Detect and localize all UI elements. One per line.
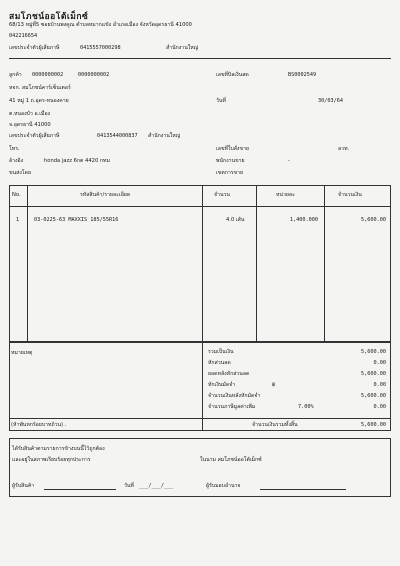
amount-in-words: (ห้าพันหกร้อยบาทถ้วน) . bbox=[11, 422, 67, 428]
company-tax-label: เลขประจำตัวผู้เสียภาษี bbox=[9, 45, 60, 51]
col-divider-1 bbox=[27, 185, 28, 342]
authorized-signature-line bbox=[260, 489, 346, 490]
customer-name: หจก. สมโภชน์คาร์เซ็นเตอร์ bbox=[9, 85, 71, 91]
row-amount: 5,600.00 bbox=[361, 217, 386, 223]
items-header-divider bbox=[9, 206, 391, 207]
summary-grand-total-value: 5,600.00 bbox=[361, 422, 386, 428]
salesperson-value: - bbox=[288, 158, 290, 164]
company-name: สมโภชน์ออโต้เม็กซ์ bbox=[9, 12, 89, 22]
summary-bottom-rule bbox=[9, 418, 391, 419]
receive-date-blank: ___/___/___ bbox=[139, 483, 174, 489]
order-no-label: เลขที่ใบสั่งขาย bbox=[216, 146, 249, 152]
receiver-signature-line bbox=[44, 489, 116, 490]
customer-addr2: ต.หนองบัว อ.เมือง bbox=[9, 111, 51, 117]
summary-vat-value: 0.00 bbox=[373, 404, 386, 410]
summary-total-label: รวมเป็นเงิน bbox=[208, 349, 234, 355]
receive-date-label: วันที่ bbox=[124, 483, 134, 489]
summary-after-discount-value: 5,600.00 bbox=[361, 371, 386, 377]
on-behalf-of: ในนาม สมโภชน์ออโต้เม็กซ์ bbox=[200, 457, 262, 463]
salesperson-label: พนักงานขาย bbox=[216, 158, 245, 164]
customer-code2: 0000000002 bbox=[78, 72, 110, 78]
summary-discount-value: 0.00 bbox=[373, 360, 386, 366]
company-address: 68/13 หมู่ที่5 ซอยบ้านพงคูณ ตำบลหมากแข้ง อำเภอเมือง จังหวัดอุดรธานี 41000 bbox=[9, 22, 192, 28]
company-phone: 042216654 bbox=[9, 33, 38, 39]
customer-branch: สำนักงานใหญ่ bbox=[148, 133, 181, 139]
header-divider bbox=[9, 58, 391, 59]
receiver-label: ผู้รับสินค้า bbox=[12, 483, 35, 489]
items-table bbox=[9, 185, 391, 342]
summary-deposit-symbol: ฿ bbox=[272, 382, 276, 388]
authorized-label: ผู้รับมอบอำนาจ bbox=[206, 483, 241, 489]
customer-code: 0000000002 bbox=[32, 72, 64, 78]
summary-discount-label: หักส่วนลด bbox=[208, 360, 231, 366]
header-no: No. bbox=[12, 192, 21, 198]
header-amount: จำนวนเงิน bbox=[338, 192, 362, 198]
doc-date-label: วันที่ bbox=[216, 98, 226, 104]
col-divider-3 bbox=[256, 185, 257, 342]
summary-after-discount-label: ยอดหลังหักส่วนลด bbox=[208, 371, 250, 377]
customer-label: ลูกค้า bbox=[9, 72, 22, 78]
row-quantity: 4.0 เส้น bbox=[226, 217, 245, 223]
sales-area-label: เขตการขาย bbox=[216, 170, 244, 176]
customer-addr3: จ.อุดรธานี 41000 bbox=[9, 122, 51, 128]
reference-label: อ้างอิง bbox=[9, 158, 24, 164]
shipping-label: ขนส่งโดย bbox=[9, 170, 31, 176]
receipt-note-1: ได้รับสินค้าตามรายการข้างบนนี้ไว้ถูกต้อง bbox=[12, 446, 105, 452]
summary-total-value: 5,600.00 bbox=[361, 349, 386, 355]
row-no: 1 bbox=[16, 217, 20, 223]
remark-label: หมายเหตุ bbox=[11, 350, 33, 356]
customer-tax-id: 0413544000837 bbox=[97, 133, 138, 139]
header-description: รหัสสินค้า/รายละเอียด bbox=[80, 192, 131, 198]
col-divider-4 bbox=[324, 185, 325, 342]
receipt-note-2: และอยู่ในสภาพเรียบร้อยทุกประการ bbox=[12, 457, 91, 463]
summary-after-deposit-value: 5,600.00 bbox=[361, 393, 386, 399]
summary-after-deposit-label: จำนวนเงินหลังหักมัดจำ bbox=[208, 393, 261, 399]
credit-label: ลวท. bbox=[338, 146, 350, 152]
reference-value: honda jazz 6กต 4420 กทม bbox=[44, 158, 110, 164]
customer-phone-label: โทร. bbox=[9, 146, 20, 152]
doc-no-value: BS0002549 bbox=[288, 72, 317, 78]
company-branch: สำนักงานใหญ่ bbox=[166, 45, 199, 51]
summary-deposit-label: หักเงินมัดจำ bbox=[208, 382, 236, 388]
summary-grand-total-label: จำนวนเงินรวมทั้งสิ้น bbox=[252, 422, 298, 428]
header-quantity: จำนวน bbox=[214, 192, 230, 198]
customer-addr1: 41 หมู่ 1 ถ.อุดร-หนองคาย bbox=[9, 98, 69, 104]
company-tax-id: 0415557000298 bbox=[80, 45, 121, 51]
doc-no-label: เลขที่บิลเงินสด bbox=[216, 72, 249, 78]
row-unit-price: 1,400.000 bbox=[289, 217, 318, 223]
row-description: 03-0225-63 MAXXIS 185/55R16 bbox=[34, 217, 119, 223]
customer-tax-label: เลขประจำตัวผู้เสียภาษี bbox=[9, 133, 60, 139]
summary-deposit-value: 0.00 bbox=[373, 382, 386, 388]
summary-vat-rate: 7.00% bbox=[298, 404, 314, 410]
summary-vat-label: จำนวนภาษีมูลค่าเพิ่ม bbox=[208, 404, 256, 410]
col-divider-2 bbox=[202, 185, 203, 342]
doc-date-value: 30/03/64 bbox=[318, 98, 343, 104]
header-unit-price: หน่วยละ bbox=[276, 192, 295, 198]
